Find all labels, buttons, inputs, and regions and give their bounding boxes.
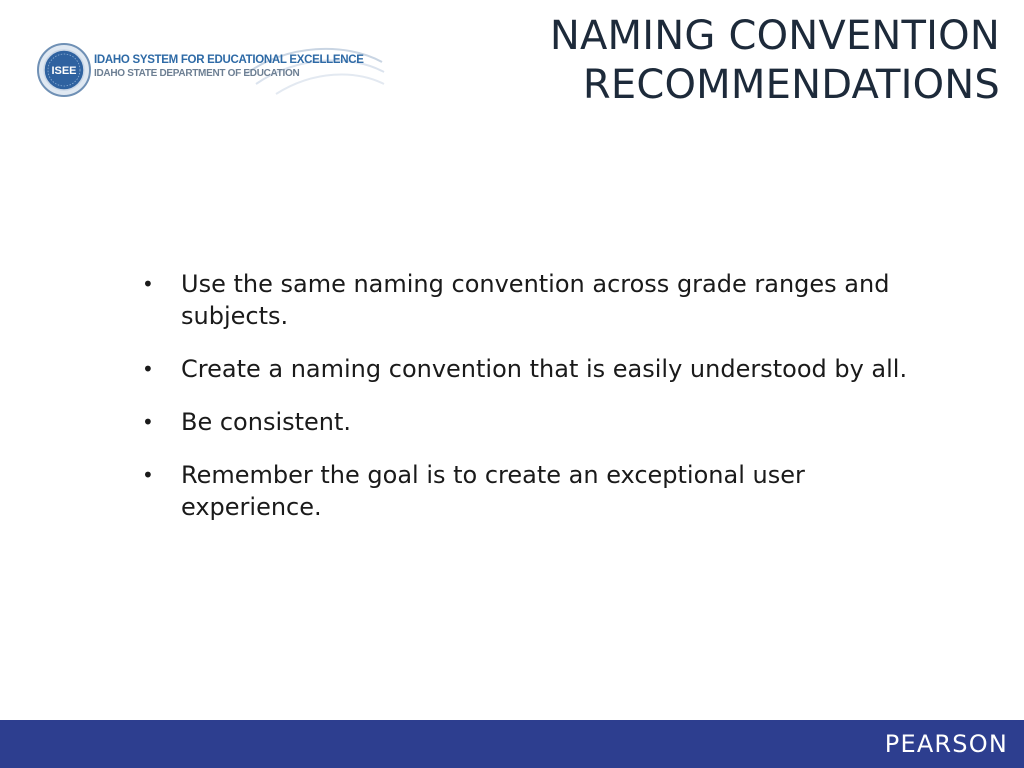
bullet-item	[140, 353, 940, 385]
bullet-text: Remember the goal is to create an exceptional user experience.	[181, 461, 805, 521]
slide-title	[440, 12, 1000, 110]
logo-text	[94, 54, 364, 80]
bullet-item	[140, 406, 940, 438]
bullet-text: Use the same naming convention across grade ranges and subjects.	[181, 270, 890, 330]
logo-line-2: IDAHO STATE DEPARTMENT OF EDUCATION	[94, 68, 300, 79]
title-line-2: RECOMMENDATIONS	[582, 62, 1000, 108]
bullet-marker: •	[142, 463, 154, 487]
pearson-logo: PEARSON	[884, 730, 1008, 758]
isee-seal-icon	[36, 42, 92, 98]
footer-bar	[0, 720, 1024, 768]
bullet-marker: •	[142, 410, 154, 434]
isee-logo	[36, 40, 364, 100]
bullet-text: Create a naming convention that is easily understood by all.	[181, 355, 908, 383]
bullet-list	[140, 268, 940, 544]
bullet-text: Be consistent.	[181, 408, 352, 436]
bullet-item	[140, 459, 940, 523]
bullet-marker: •	[142, 357, 154, 381]
title-line-1: NAMING CONVENTION	[549, 13, 1000, 59]
bullet-item	[140, 268, 940, 332]
seal-text: ISEE	[51, 65, 77, 77]
logo-line-1: IDAHO SYSTEM FOR EDUCATIONAL EXCELLENCE	[94, 54, 364, 66]
bullet-marker: •	[142, 272, 154, 296]
